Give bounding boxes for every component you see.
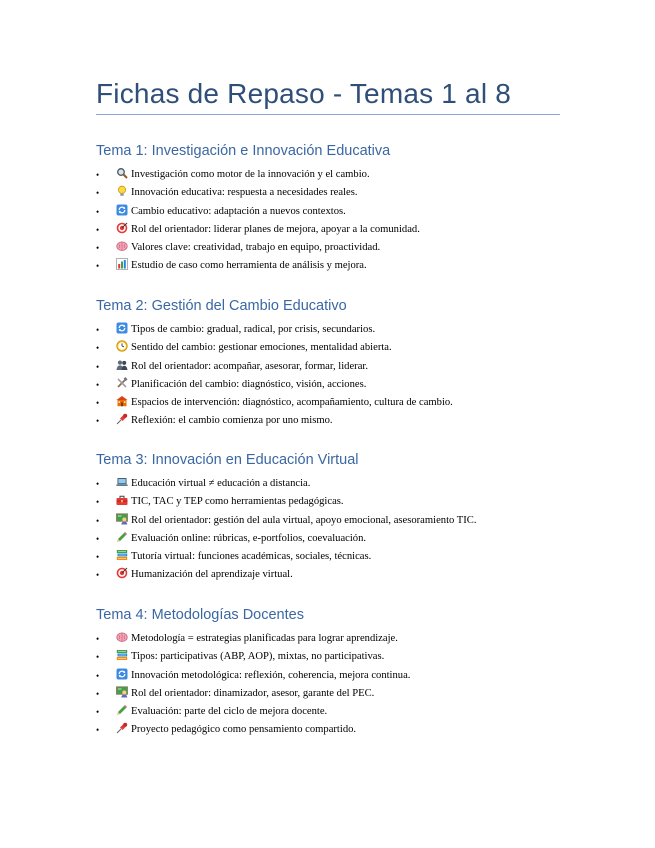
- list-item-text: Estudio de caso como herramienta de análisis y mejora.: [131, 260, 367, 272]
- bullet-marker: •: [96, 552, 100, 563]
- list-item: [96, 493, 576, 511]
- list-item-text: Espacios de intervención: diagnóstico, acompañamiento, cultura de cambio.: [131, 397, 453, 409]
- list-item: [96, 548, 576, 566]
- bullet-marker: •: [96, 533, 100, 544]
- list-item: [96, 239, 576, 257]
- list-item-text: TIC, TAC y TEP como herramientas pedagógicas.: [131, 496, 344, 508]
- list-item-text: Reflexión: el cambio comienza por uno mismo.: [131, 415, 333, 427]
- bullet-marker: •: [96, 725, 100, 736]
- list-item-text: Rol del orientador: liderar planes de mejora, apoyar a la comunidad.: [131, 223, 420, 235]
- list-item: [96, 475, 576, 493]
- list-item: [96, 358, 576, 376]
- bullet-marker: •: [96, 634, 100, 644]
- school-icon: [116, 395, 128, 407]
- list-item-text: Sentido del cambio: gestionar emociones, mentalidad abierta.: [131, 342, 392, 354]
- list-item: [96, 703, 576, 721]
- list-item: [96, 184, 576, 202]
- section-tema-1: [96, 141, 576, 276]
- teacher-icon: [116, 686, 128, 698]
- bullet-marker: •: [96, 652, 100, 663]
- list-item-text: Investigación como motor de la innovación y el cambio.: [131, 169, 370, 180]
- list-item-text: Planificación del cambio: diagnóstico, visión, acciones.: [131, 378, 367, 390]
- pushpin-icon: [116, 722, 128, 734]
- list-item: [96, 321, 576, 339]
- bullet-marker: •: [96, 416, 100, 427]
- list-item: [96, 530, 576, 548]
- section-heading: Tema 4: Metodologías Docentes: [96, 607, 304, 623]
- list-item: [96, 630, 576, 648]
- bullet-list: [96, 321, 576, 431]
- section-tema-2: [96, 296, 576, 431]
- clock-icon: [116, 340, 128, 352]
- bullet-marker: •: [96, 361, 100, 372]
- list-item: [96, 376, 576, 394]
- list-item: [96, 648, 576, 666]
- list-item: [96, 685, 576, 703]
- list-item-text: Innovación educativa: respuesta a necesidades reales.: [131, 187, 358, 199]
- list-item-text: Tutoría virtual: funciones académicas, sociales, técnicas.: [131, 551, 372, 563]
- bullet-list: [96, 630, 576, 740]
- bullet-marker: •: [96, 398, 100, 409]
- title-divider: [96, 114, 560, 115]
- list-item-text: Evaluación online: rúbricas, e-portfolios, coevaluación.: [131, 532, 367, 544]
- brain-icon: [116, 631, 128, 643]
- list-item-text: Valores clave: creatividad, trabajo en equipo, proactividad.: [131, 242, 381, 254]
- list-item: [96, 166, 576, 184]
- list-item-text: Proyecto pedagógico como pensamiento compartido.: [131, 724, 357, 736]
- bullet-marker: •: [96, 343, 100, 354]
- bullet-marker: •: [96, 707, 100, 718]
- list-item: [96, 203, 576, 221]
- list-item-text: Metodología = estrategias planificadas para lograr aprendizaje.: [131, 633, 398, 644]
- section-heading: Tema 1: Investigación e Innovación Educativa: [96, 143, 391, 159]
- bullet-marker: •: [96, 243, 100, 254]
- refresh-icon: [116, 204, 128, 216]
- document-title: Fichas de Repaso - Temas 1 al 8: [96, 78, 512, 109]
- teacher-icon: [116, 513, 128, 525]
- list-item-text: Rol del orientador: dinamizador, asesor, garante del PEC.: [131, 687, 375, 699]
- books-icon: [116, 549, 128, 561]
- list-item: [96, 667, 576, 685]
- bullet-list: [96, 475, 576, 585]
- laptop-icon: [116, 476, 128, 488]
- bullet-marker: •: [96, 479, 100, 489]
- bullet-marker: •: [96, 261, 100, 272]
- list-item-text: Cambio educativo: adaptación a nuevos contextos.: [131, 205, 346, 217]
- list-item: [96, 412, 576, 430]
- pencil-icon: [116, 531, 128, 543]
- list-item: [96, 221, 576, 239]
- books-icon: [116, 649, 128, 661]
- pushpin-icon: [116, 413, 128, 425]
- list-item: [96, 721, 576, 739]
- bullet-marker: •: [96, 325, 100, 335]
- lightbulb-icon: [116, 185, 128, 197]
- bar-chart-icon: [116, 258, 128, 270]
- list-item-text: Evaluación: parte del ciclo de mejora docente.: [131, 706, 328, 718]
- bullet-marker: •: [96, 188, 100, 199]
- pencil-icon: [116, 704, 128, 716]
- list-item: [96, 394, 576, 412]
- tools-icon: [116, 377, 128, 389]
- bullet-marker: •: [96, 670, 100, 681]
- section-heading: Tema 2: Gestión del Cambio Educativo: [96, 298, 347, 314]
- list-item-text: Humanización del aprendizaje virtual.: [131, 569, 293, 581]
- list-item: [96, 512, 576, 530]
- list-item-text: Innovación metodológica: reflexión, coherencia, mejora continua.: [131, 669, 411, 681]
- bullet-marker: •: [96, 224, 100, 235]
- list-item-text: Educación virtual ≠ educación a distancia.: [131, 478, 311, 489]
- bullet-marker: •: [96, 688, 100, 699]
- list-item: [96, 257, 576, 275]
- refresh-icon: [116, 668, 128, 680]
- list-item-text: Tipos de cambio: gradual, radical, por crisis, secundarios.: [131, 324, 376, 335]
- list-item-text: Tipos: participativas (ABP, AOP), mixtas, no participativas.: [131, 651, 385, 663]
- list-item-text: Rol del orientador: acompañar, asesorar, formar, liderar.: [131, 360, 368, 372]
- list-item-text: Rol del orientador: gestión del aula virtual, apoyo emocional, asesoramiento TIC.: [131, 514, 477, 526]
- toolbox-icon: [116, 494, 128, 506]
- section-tema-3: [96, 450, 576, 585]
- bullet-list: [96, 166, 576, 276]
- bullet-marker: •: [96, 515, 100, 526]
- bullet-marker: •: [96, 570, 100, 581]
- bullet-marker: •: [96, 379, 100, 390]
- section-heading: Tema 3: Innovación en Educación Virtual: [96, 452, 359, 468]
- list-item: [96, 566, 576, 584]
- section-tema-4: [96, 605, 576, 740]
- bullet-marker: •: [96, 497, 100, 508]
- bullet-marker: •: [96, 206, 100, 217]
- refresh-icon: [116, 322, 128, 334]
- target-icon: [116, 567, 128, 579]
- target-icon: [116, 222, 128, 234]
- people-icon: [116, 359, 128, 371]
- brain-icon: [116, 240, 128, 252]
- magnifier-icon: [116, 167, 128, 179]
- list-item: [96, 339, 576, 357]
- bullet-marker: •: [96, 170, 100, 180]
